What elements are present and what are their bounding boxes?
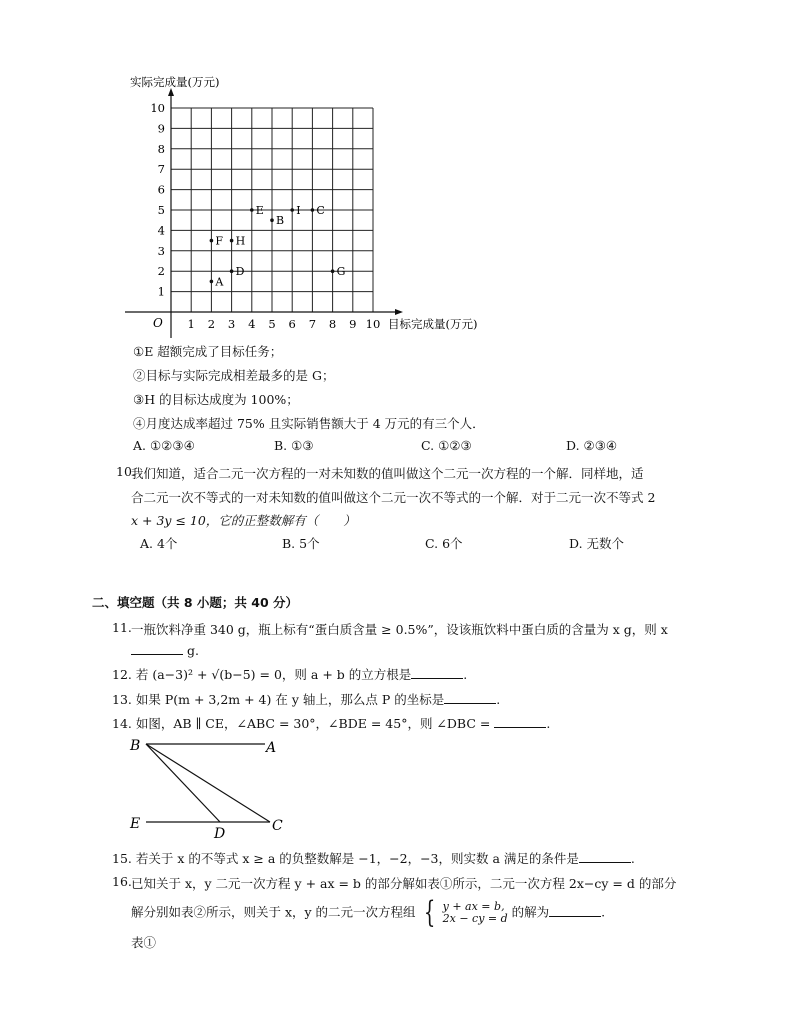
- q14-geometry-figure: [120, 732, 300, 842]
- point-label-c: C: [316, 204, 325, 217]
- x-tick-label: 7: [308, 317, 317, 331]
- chart-grid: [171, 108, 373, 312]
- point-label-h: H: [235, 234, 246, 248]
- q13-answer-blank[interactable]: [444, 691, 496, 704]
- q10-line-2: 合二元一次不等式的一对未知数的值叫做这个二元一次不等式的一个解．对于二元一次不等式 2: [131, 490, 656, 505]
- label-a: A: [266, 740, 277, 756]
- q14: [112, 714, 550, 732]
- label-d: D: [214, 826, 226, 842]
- q14-end: .: [546, 716, 551, 731]
- x-tick-label: 6: [288, 317, 296, 331]
- data-point-e: [250, 208, 254, 212]
- q11-line-2: [131, 642, 199, 658]
- q9-option-c: C. ①②③: [421, 438, 472, 453]
- y-axis-arrow: [168, 88, 174, 96]
- y-tick-label: 7: [157, 162, 165, 177]
- scatter-chart: [0, 0, 794, 345]
- system-brace: {: [423, 895, 435, 930]
- y-tick-label: 1: [157, 284, 165, 299]
- x-tick-label: 1: [187, 317, 195, 331]
- x-tick-label: 3: [227, 317, 236, 331]
- y-tick-label: 9: [157, 121, 165, 136]
- q16-answer-blank[interactable]: [549, 904, 601, 917]
- data-point-i: [290, 208, 294, 212]
- q11-unit: g.: [186, 643, 199, 658]
- q9-statement-3: ③H 的目标达成度为 100%；: [133, 392, 299, 407]
- q12-answer-blank[interactable]: [411, 666, 463, 679]
- q14-text: 如图，AB ∥ CE，∠ABC = 30°，∠BDE = 45°，则 ∠DBC =: [135, 716, 491, 731]
- q11-line-1: 一瓶饮料净重 340 g，瓶上标有“蛋白质含量 ≥ 0.5%”，设该瓶饮料中蛋白质的含量为 x g，则 x: [131, 622, 668, 637]
- x-axis-label: 目标完成量(万元): [388, 317, 478, 331]
- label-e: E: [130, 816, 141, 832]
- q12: [112, 665, 467, 683]
- q12-text: 若 (a−3)² + √(b−5) = 0，则 a + b 的立方根是: [135, 667, 412, 682]
- q10-line-1: 我们知道，适合二元一次方程的一对未知数的值叫做这个二元一次方程的一个解．同样地，适: [131, 466, 644, 481]
- data-point-h: [230, 239, 234, 243]
- data-point-b: [270, 218, 274, 222]
- q15-text: 若关于 x 的不等式 x ≥ a 的负整数解是 −1，−2，−3，则实数 a 满足的条件是: [135, 851, 579, 866]
- x-tick-label: 10: [365, 317, 381, 331]
- q10-option-c: C. 6个: [425, 536, 463, 551]
- q12-number: 12.: [112, 667, 132, 682]
- q16-dot: .: [601, 904, 606, 920]
- point-label-i: I: [296, 204, 301, 217]
- section-2-title: 二、填空题（共 8 小题；共 40 分）: [92, 595, 299, 610]
- label-b: B: [130, 738, 141, 754]
- q14-number: 14.: [112, 716, 132, 731]
- q9-option-a: A. ①②③④: [133, 438, 195, 453]
- y-tick-label: 6: [157, 182, 165, 197]
- q16-number: 16.: [112, 874, 132, 889]
- equation-system: [443, 901, 508, 925]
- q11-answer-blank[interactable]: [131, 642, 183, 655]
- chart-points: [210, 204, 346, 288]
- q13-end: .: [496, 692, 501, 707]
- y-tick-label: 10: [150, 101, 165, 115]
- q15: [112, 849, 635, 867]
- q9-statement-4: ④月度达成率超过 75% 且实际销售额大于 4 万元的有三个人．: [133, 416, 485, 431]
- system-eq-1: y + ax = b,: [442, 900, 505, 913]
- point-label-a: A: [215, 275, 224, 289]
- point-label-b: B: [276, 214, 285, 228]
- chart-axes: [125, 88, 403, 338]
- q14-answer-blank[interactable]: [494, 715, 546, 728]
- q16-line-1: 已知关于 x，y 二元一次方程 y + ax = b 的部分解如表①所示，二元一次方程 2x−cy = d 的部分: [131, 876, 677, 891]
- point-label-d: D: [235, 265, 245, 279]
- q15-number: 15.: [112, 851, 132, 866]
- q16-line-2-end: 的解为: [511, 904, 550, 920]
- q11-number: 11.: [112, 620, 132, 635]
- q13-text: 如果 P(m + 3,2m + 4) 在 y 轴上，那么点 P 的坐标是: [135, 692, 445, 707]
- q13-number: 13.: [112, 692, 132, 707]
- q12-end: .: [463, 667, 468, 682]
- origin-label: O: [153, 316, 163, 330]
- x-tick-label: 4: [248, 317, 256, 331]
- x-tick-label: 9: [349, 317, 357, 331]
- data-point-d: [230, 269, 234, 273]
- x-tick-label: 5: [268, 317, 276, 331]
- x-tick-label: 2: [207, 317, 216, 331]
- q16-line-2-start: 解分别如表②所示，则关于 x，y 的二元一次方程组: [131, 904, 416, 920]
- q13: [112, 690, 500, 708]
- data-point-g: [331, 269, 335, 273]
- y-axis-label: 实际完成量(万元): [130, 75, 220, 89]
- y-tick-label: 2: [157, 264, 165, 279]
- q10-line-3: x + 3y ≤ 10，它的正整数解有（ ）: [131, 513, 356, 528]
- data-point-c: [311, 208, 315, 212]
- q10-option-a: A. 4个: [140, 536, 178, 551]
- q10-option-b: B. 5个: [282, 536, 320, 551]
- y-tick-label: 4: [157, 223, 165, 238]
- data-point-a: [210, 280, 214, 284]
- y-tick-label: 8: [157, 141, 165, 156]
- q9-statement-1: ①E 超额完成了目标任务；: [133, 344, 283, 359]
- q16-line-2: [131, 895, 606, 930]
- point-label-f: F: [215, 234, 224, 248]
- point-label-g: G: [336, 265, 346, 279]
- system-eq-2: 2x − cy = d: [442, 912, 508, 925]
- label-c: C: [272, 818, 283, 834]
- segment-bc: [146, 744, 270, 822]
- data-point-f: [210, 239, 214, 243]
- q9-statement-2: ②目标与实际完成相差最多的是 G；: [133, 368, 335, 383]
- point-label-e: E: [255, 204, 264, 217]
- q10-option-d: D. 无数个: [569, 536, 625, 551]
- y-tick-label: 3: [157, 243, 165, 258]
- q9-option-b: B. ①③: [274, 438, 314, 453]
- q10-number: 10.: [116, 464, 136, 479]
- q15-answer-blank[interactable]: [579, 850, 631, 863]
- x-axis-arrow: [395, 309, 403, 315]
- q9-option-d: D. ②③④: [566, 438, 618, 453]
- y-tick-label: 5: [157, 203, 165, 217]
- q15-end: .: [630, 851, 635, 866]
- table-1-label: 表①: [131, 935, 157, 950]
- x-tick-label: 8: [328, 317, 337, 331]
